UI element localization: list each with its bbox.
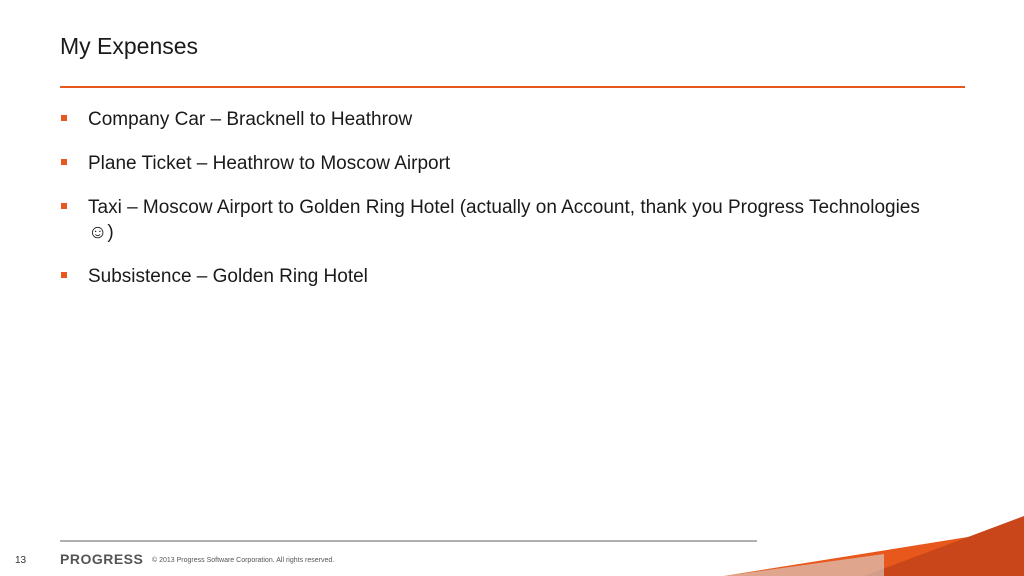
copyright-notice: © 2013 Progress Software Corporation. All rights reserved.: [152, 557, 335, 564]
page-number: 13: [15, 555, 27, 566]
bullet-text: Plane Ticket – Heathrow to Moscow Airport: [88, 153, 451, 174]
bullet-item: [60, 195, 940, 245]
corner-accent-graphic: [724, 516, 1024, 576]
square-bullet-icon: [61, 159, 67, 165]
slide-title: My Expenses: [60, 33, 199, 59]
bullet-item: [60, 107, 940, 132]
bullet-text: Subsistence – Golden Ring Hotel: [88, 266, 368, 287]
bullet-text: Company Car – Bracknell to Heathrow: [88, 109, 413, 130]
footer-divider: [60, 540, 757, 542]
progress-logo: PROGRESS: [60, 551, 144, 567]
corner-accent-dark: [864, 516, 1024, 576]
bullet-text: Taxi – Moscow Airport to Golden Ring Hotel (actually on Account, thank you Progress Technologies ☺): [88, 197, 920, 243]
bullet-item: [60, 151, 940, 176]
square-bullet-icon: [61, 272, 67, 278]
title-underline: [60, 86, 965, 88]
bullet-item: [60, 264, 940, 289]
square-bullet-icon: [61, 115, 67, 121]
bullet-list: [60, 107, 940, 308]
square-bullet-icon: [61, 203, 67, 209]
